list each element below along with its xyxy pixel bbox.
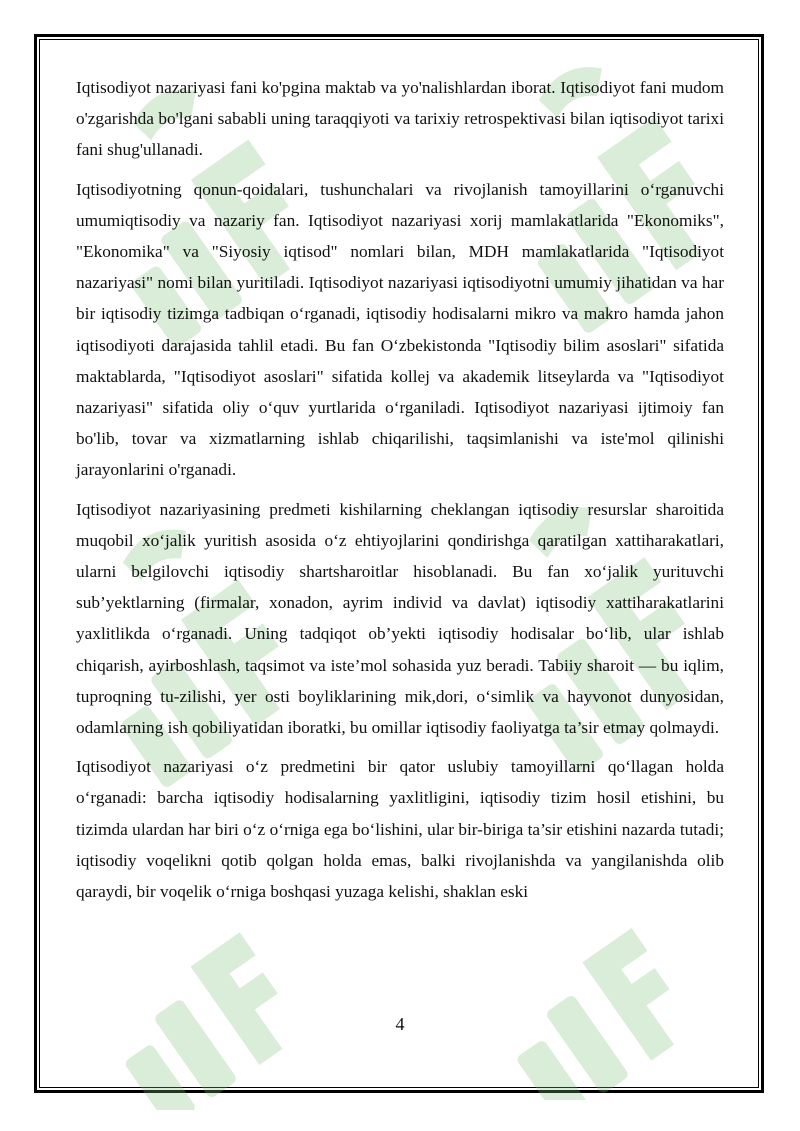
- document-body: [76, 72, 724, 915]
- page-number: 4: [395, 1014, 405, 1034]
- paragraph-3: Iqtisodiyot nazariyasining predmeti kishilarning cheklangan iqtisodiy resurslar sharoitida muqobil xo‘jalik yuritish asosida o‘z ehtiyojlarini qondirishga qaratilgan xattiharakatlari, ularni belgilovchi iqtisodiy shartsharoitlar hisoblanadi. Bu fan xo‘jalik yurituvchi sub’yektlarning (firmalar, xonadon, ayrim individ va davlat) iqtisodiy xattiharakatlarini yaxlitlikda o‘rganadi. Uning tadqiqot ob’yekti iqtisodiy hodisalar bo‘lib, ular ishlab chiqarish, ayirboshlash, taqsimot va iste’mol sohasida yuz beradi. Tabiiy sharoit — bu iqlim, tuproqning tu-zilishi, yer osti boyliklarining mik,dori, o‘simlik va hayvonot dunyosidan, odamlarning ish qobiliyatidan iboratki, bu omillar iqtisodiy faoliyatga ta’sir etmay qolmaydi.: [76, 499, 724, 738]
- paragraph-2: Iqtisodiyotning qonun-qoidalari, tushunchalari va rivojlanish tamoyillarini o‘rganuvchi umumiqtisodiy va nazariy fan. Iqtisodiyot nazariyasi xorij mamlakatlarida "Ekonomiks", "Ekonomika" va "Siyosiy iqtisod" nomlari bilan, MDH mamlakatlarida "Iqtisodiyot nazariyasi" nomi bilan yuritiladi. Iqtisodiyot nazariyasi iqtisodiyotni umumiy jihatidan va har bir iqtisodiy tizimga tadbiqan o‘rganadi, iqtisodiy hodisalarni mikro va makro hamda jahon iqtisodiyoti darajasida tahlil etadi. Bu fan O‘zbekistonda "Iqtisodiy bilim asoslari" sifatida maktablarda, "Iqtisodiyot asoslari" sifatida kollej va akademik litseylarda va "Iqtisodiyot nazariyasi" sifatida oliy o‘quv yurtlarida o‘rganiladi. Iqtisodiyot nazariyasi ijtimoiy fan bo'lib, tovar va xizmatlarning ishlab chiqarilishi, taqsimlanishi va iste'mol qilinishi jarayonlarini o'rganadi.: [76, 179, 724, 480]
- paragraph-1: Iqtisodiyot nazariyasi fani ko'pgina maktab va yo'nalishlardan iborat. Iqtisodiyot fani mudom o'zgarishda bo'lgani sababli uning taraqqiyoti va tarixiy retrospektivasi bilan iqtisodiyot tarixi fani shug'ullanadi.: [76, 78, 724, 160]
- paragraph-4: Iqtisodiyot nazariyasi o‘z predmetini bir qator uslubiy tamoyillarni qo‘llagan holda o‘rganadi: barcha iqtisodiy hodisalarning yaxlitligini, iqtisodiy tizim hosil etishini, bu tizimda ulardan har biri o‘z o‘rniga ega bo‘lishini, ular bir-biriga ta’sir etishini nazarda tutadi; iqtisodiy voqelikni qotib qolgan holda emas, balki rivojlanishda va yangilanishda olib qaraydi, bir voqelik o‘rniga boshqasi yuzaga kelishi, shaklan eski: [76, 757, 724, 902]
